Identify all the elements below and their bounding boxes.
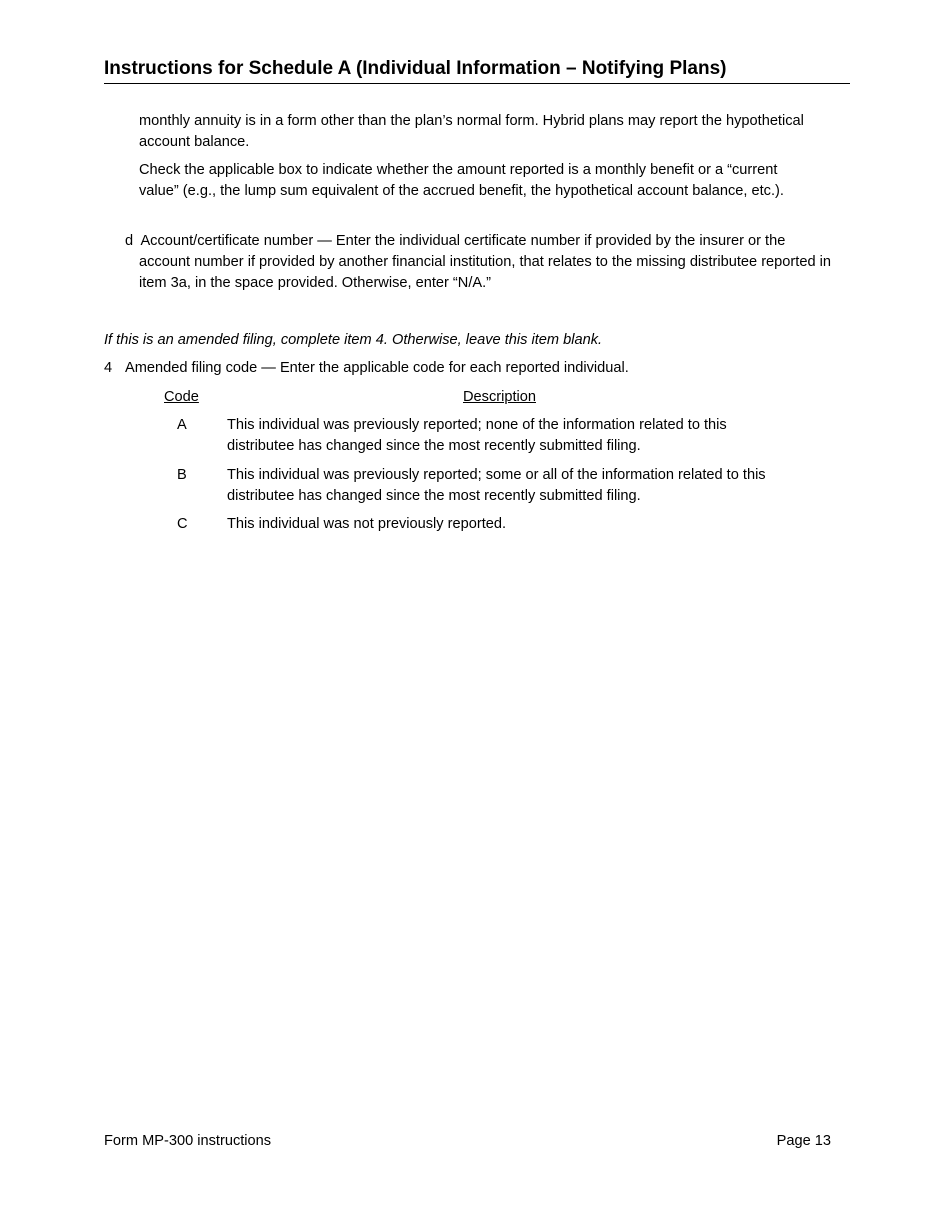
amended-note: If this is an amended filing, complete item 4. Otherwise, leave this item blank. (104, 332, 603, 348)
item-4-text: Amended filing code — Enter the applicable code for each reported individual. (125, 360, 629, 376)
item-4 (104, 358, 629, 379)
item-d (125, 231, 835, 294)
description-column-header: Description (463, 389, 536, 405)
code-value: B (177, 467, 187, 483)
item-d-letter: d (125, 233, 134, 249)
continuation-paragraph: monthly annuity is in a form other than the plan’s normal form. Hybrid plans may report the hypothetical account balance. (139, 113, 804, 150)
item-4-number: 4 (104, 360, 113, 376)
code-value: A (177, 417, 187, 433)
code-description: This individual was previously reported; some or all of the information related to this distributee has changed since the most recently submitted filing. (227, 467, 766, 504)
page-title: Instructions for Schedule A (Individual Information – Notifying Plans) (104, 56, 850, 84)
footer-page-number: Page 13 (776, 1133, 831, 1149)
code-description: This individual was not previously reported. (227, 516, 507, 532)
code-description: This individual was previously reported; none of the information related to this distributee has changed since the most recently submitted filing. (227, 417, 727, 454)
check-box-paragraph: Check the applicable box to indicate whether the amount reported is a monthly benefit or a “current value” (e.g., the lump sum equivalent of the accrued benefit, the hypothetical account balance, etc.). (139, 162, 784, 199)
footer-form-name: Form MP-300 instructions (104, 1133, 272, 1149)
code-value: C (177, 516, 188, 532)
code-column-header: Code (164, 389, 199, 405)
item-d-text: Account/certificate number — Enter the individual certificate number if provided by the insurer or the account number if provided by another financial institution, that relates to the missing distributee reported in item 3a, in the space provided. Otherwise, enter “N/A.” (139, 233, 831, 291)
